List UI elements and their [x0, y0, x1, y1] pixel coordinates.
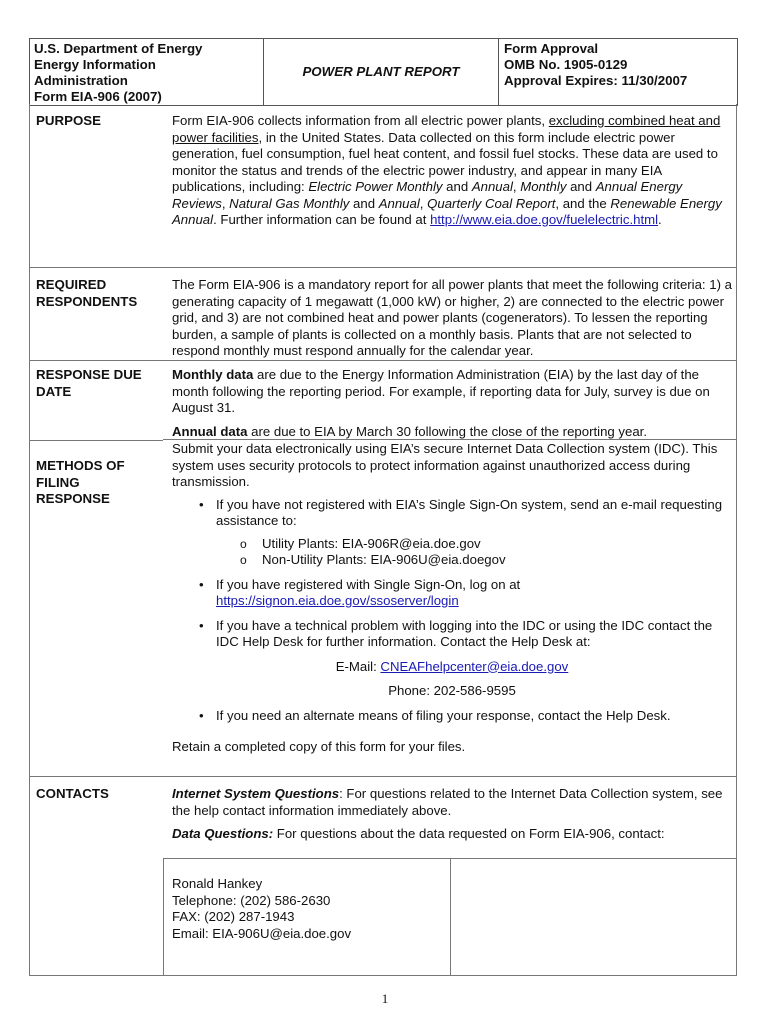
purpose-segment: , — [419, 195, 428, 211]
publication-title: Natural Gas Monthly — [229, 195, 350, 211]
purpose-segment: , — [512, 179, 521, 194]
omb-number: OMB No. 1905-0129 — [504, 57, 628, 72]
agency-block — [30, 39, 264, 105]
purpose-segment: , in the United States. Data collected on this form include electric power generation, fuel consumption, fuel heat content, and fossil fuel stocks. These data are used to monitor the status and trends of the electric power industry, and appear in many EIA publications, including: — [172, 129, 718, 194]
label-line: RESPONDENTS — [36, 293, 138, 309]
contact-card — [172, 876, 442, 942]
agency-line: Energy Information — [34, 57, 156, 72]
label-contacts: CONTACTS — [36, 786, 109, 801]
frame-left — [29, 104, 30, 975]
due-date-text — [172, 367, 732, 440]
contacts-text — [172, 786, 732, 843]
monthly-data-label: Monthly data — [172, 367, 254, 382]
annual-data-label: Annual data — [172, 423, 248, 439]
label-purpose: PURPOSE — [36, 113, 102, 128]
form-id: Form EIA-906 (2007) — [34, 89, 162, 104]
label-line: FILING — [36, 474, 80, 490]
bullet-alternate-means: • If you need an alternate means of filing your response, contact the Help Desk. — [172, 708, 732, 725]
divider-respondents — [29, 360, 737, 361]
utility-plants-email: o Utility Plants: EIA-906R@eia.doe.gov — [172, 536, 732, 553]
page-number: 1 — [381, 991, 389, 1006]
respondents-text: The Form EIA-906 is a mandatory report for all power plants that meet the following criteria: 1) a generating capacity of 1 megawatt (1,000 kW) or higher, 2) are connected to the electric power grid, and 3) are not combined heat and power plants (cogenerators). To lessen the reporting burden, a sample of plants is collected on a monthly basis. Plants that are not selected to respond monthly must respond annually for the calendar year. — [172, 277, 732, 358]
publication-title: Annual — [471, 179, 513, 194]
label-line: REQUIRED — [36, 277, 107, 292]
divider-due-date — [29, 440, 163, 441]
purpose-segment: , — [221, 195, 230, 211]
purpose-text — [172, 113, 732, 229]
contact-box-middle — [450, 858, 451, 975]
signon-link[interactable]: https://signon.eia.doe.gov/ssoserver/login — [216, 593, 459, 608]
help-desk-email-line — [172, 659, 732, 676]
non-utility-plants-email: o Non-Utility Plants: EIA-906U@eia.doegov — [172, 552, 732, 569]
frame-bottom — [29, 975, 737, 976]
publication-title: Annual — [378, 195, 420, 211]
bullet-technical-problem: • If you have a technical problem with logging into the IDC or using the IDC contact the IDC Help Desk for further information. Contact the Help Desk at: — [172, 618, 732, 651]
purpose-segment: and — [566, 179, 596, 194]
help-desk-email-link[interactable]: CNEAFhelpcenter@eia.doe.gov — [380, 658, 569, 674]
help-desk-phone: Phone: 202-586-9595 — [388, 683, 516, 698]
purpose-segment: . Further information can be found at — [213, 212, 431, 227]
approval-label: Form Approval — [504, 41, 599, 56]
purpose-segment: Form EIA-906 collects information from all electric power plants, — [172, 113, 549, 128]
agency-line: U.S. Department of Energy — [34, 41, 203, 56]
label-line: DATE — [36, 383, 72, 399]
fuelelectric-link[interactable]: http://www.eia.doe.gov/fuelelectric.html — [430, 212, 659, 227]
frame-right — [736, 104, 737, 975]
publication-title: Electric Power Monthly — [308, 179, 443, 194]
internet-system-questions-label: Internet System Questions — [172, 786, 340, 801]
form-header — [29, 38, 738, 106]
contact-telephone: Telephone: (202) 586-2630 — [172, 892, 331, 908]
purpose-segment: . — [658, 212, 662, 227]
approval-expires: Approval Expires: 11/30/2007 — [504, 73, 688, 88]
contact-name: Ronald Hankey — [172, 876, 263, 891]
annual-data-text: are due to EIA by March 30 following the close of the reporting year. — [247, 423, 647, 439]
filing-intro: Submit your data electronically using EIA’s secure Internet Data Collection system (IDC). This system uses security protocols to protect information against unauthorized access during transmission. — [172, 441, 718, 489]
retain-copy-note: Retain a completed copy of this form for your files. — [172, 739, 466, 754]
data-questions-text: For questions about the data requested on Form EIA-906, contact: — [273, 826, 665, 841]
bullet-not-registered: • If you have not registered with EIA’s Single Sign-On system, send an e-mail requesting assistance to: — [172, 497, 732, 530]
divider-purpose — [29, 267, 737, 268]
label-response-due-date — [36, 367, 142, 400]
purpose-exclusion: excluding combined heat and power facilities — [172, 113, 721, 145]
purpose-segment: and — [442, 179, 472, 194]
agency-line: Administration — [34, 73, 128, 88]
purpose-segment: , and the — [555, 195, 611, 211]
internet-system-questions-text: : For questions related to the Internet Data Collection system, see the help contact information immediately above. — [172, 786, 723, 818]
contact-box-left — [163, 858, 164, 975]
email-label: E-Mail: — [335, 658, 381, 674]
report-title: POWER PLANT REPORT — [264, 39, 499, 105]
purpose-segment: and — [349, 195, 379, 211]
publication-title: Renewable Energy Annual — [172, 195, 722, 227]
publication-title: Annual Energy Reviews — [172, 179, 683, 211]
bullet-registered — [172, 577, 732, 610]
bullet-registered-text: • If you have registered with Single Sign-On, log on at — [216, 576, 521, 592]
publication-title: Quarterly Coal Report — [427, 195, 556, 211]
label-methods-of-filing — [36, 458, 125, 508]
label-line: METHODS OF — [36, 458, 125, 473]
divider-filing — [29, 776, 737, 777]
approval-block — [499, 39, 737, 105]
monthly-data-text: are due to the Energy Information Administration (EIA) by the last day of the month following the reporting period. For example, if reporting data for July, survey is due on August 31. — [172, 367, 710, 415]
label-line: RESPONSE DUE — [36, 367, 142, 382]
label-line: RESPONSE — [36, 491, 110, 506]
contact-email: Email: EIA-906U@eia.doe.gov — [172, 925, 352, 941]
contact-fax: FAX: (202) 287-1943 — [172, 909, 295, 924]
data-questions-label: Data Questions: — [172, 826, 274, 841]
label-required-respondents — [36, 277, 137, 310]
filing-text — [172, 441, 732, 756]
publication-title: Monthly — [520, 179, 567, 194]
